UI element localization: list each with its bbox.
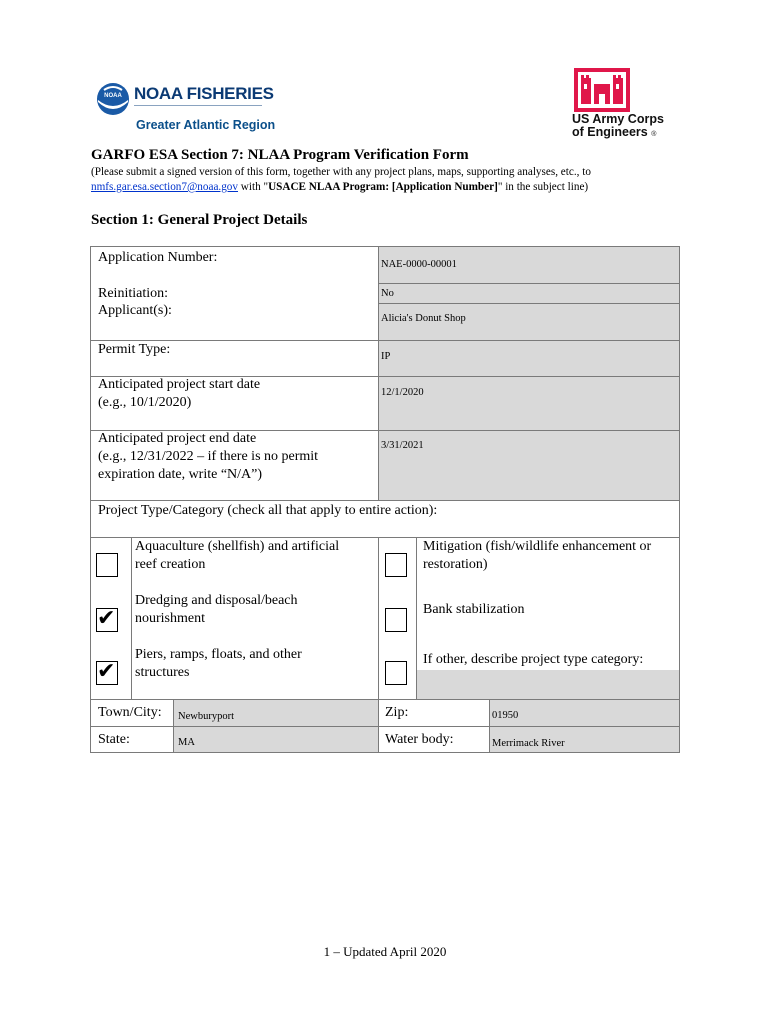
option-aquaculture-line1: Aquaculture (shellfish) and artificial (135, 539, 340, 554)
checkbox-piers[interactable] (96, 661, 118, 685)
state-value[interactable]: MA (178, 737, 195, 748)
usace-logo (572, 68, 672, 144)
town-value[interactable]: Newburyport (178, 711, 234, 722)
checkmark-icon: ✔ (97, 606, 116, 631)
start-date-label-line1: Anticipated project start date (98, 377, 261, 392)
end-date-label-line2: (e.g., 12/31/2022 – if there is no permit (98, 449, 319, 464)
zip-label: Zip: (385, 705, 409, 720)
zip-value[interactable]: 01950 (492, 710, 519, 721)
option-dredging-line2: nourishment (135, 611, 205, 626)
option-mitigation-line1: Mitigation (fish/wildlife enhancement or (423, 539, 652, 554)
application-number-value[interactable]: NAE-0000-00001 (381, 259, 457, 270)
project-details-table (90, 246, 680, 753)
end-date-label-line3: expiration date, write “N/A”) (98, 467, 263, 482)
usace-name (572, 113, 664, 141)
usace-line1: US Army Corps (572, 112, 664, 126)
applicants-value[interactable]: Alicia's Donut Shop (381, 313, 466, 324)
option-piers-label (135, 646, 302, 682)
note-line2 (91, 180, 591, 195)
application-number-label: Application Number: (98, 250, 218, 265)
option-mitigation-line2: restoration) (423, 557, 488, 572)
end-date-value[interactable]: 3/31/2021 (381, 440, 424, 451)
end-date-label (98, 430, 318, 484)
registered-mark: ® (651, 131, 657, 138)
start-date-value[interactable]: 12/1/2020 (381, 387, 424, 398)
permit-type-label: Permit Type: (98, 342, 171, 357)
other-description-field[interactable] (417, 670, 679, 699)
water-body-label: Water body: (385, 732, 454, 747)
page-footer: 1 – Updated April 2020 (323, 944, 447, 959)
note-line1: (Please submit a signed version of this form, together with any project plans, maps, supporting analyses, etc., to (91, 166, 591, 178)
state-label: State: (98, 732, 130, 747)
note-end: " in the subject line) (497, 181, 589, 193)
start-date-label-line2: (e.g., 10/1/2020) (98, 395, 192, 410)
water-body-value[interactable]: Merrimack River (492, 738, 565, 749)
checkbox-dredging[interactable] (96, 608, 118, 632)
permit-type-value[interactable]: IP (381, 351, 391, 362)
option-piers-line1: Piers, ramps, floats, and other (135, 647, 302, 662)
option-aquaculture-line2: reef creation (135, 557, 206, 572)
checkbox-aquaculture[interactable] (96, 553, 118, 577)
usace-line2-wrap (572, 126, 664, 141)
option-dredging-line1: Dredging and disposal/beach (135, 593, 298, 608)
checkbox-other[interactable] (385, 661, 407, 685)
noaa-emblem-icon (96, 82, 130, 116)
option-mitigation-label (423, 538, 651, 574)
note-subject: USACE NLAA Program: [Application Number] (268, 181, 498, 193)
noaa-fisheries-logo (96, 80, 276, 136)
castle-icon (574, 68, 630, 112)
option-bank-stabilization-label: Bank stabilization (423, 602, 525, 617)
town-label: Town/City: (98, 705, 162, 720)
option-piers-line2: structures (135, 665, 190, 680)
start-date-label (98, 376, 260, 412)
noaa-wordmark: NOAA FISHERIES (134, 84, 274, 103)
noaa-emblem-text: NOAA (104, 93, 122, 99)
section-heading: Section 1: General Project Details (91, 212, 308, 228)
email-link[interactable]: nmfs.gar.esa.section7@noaa.gov (91, 181, 238, 193)
submission-note (91, 165, 591, 195)
checkbox-bank-stabilization[interactable] (385, 608, 407, 632)
option-dredging-label (135, 592, 298, 628)
form-title: GARFO ESA Section 7: NLAA Program Verification Form (91, 147, 469, 163)
reinitiation-value[interactable]: No (381, 288, 394, 299)
end-date-label-line1: Anticipated project end date (98, 431, 257, 446)
project-type-heading: Project Type/Category (check all that apply to entire action): (98, 503, 438, 518)
checkbox-mitigation[interactable] (385, 553, 407, 577)
option-other-label: If other, describe project type category: (423, 652, 644, 667)
noaa-tagline-rule (134, 105, 262, 106)
note-mid: with " (238, 181, 269, 193)
reinitiation-label: Reinitiation: (98, 286, 168, 301)
applicants-label: Applicant(s): (98, 303, 172, 318)
noaa-region-label: Greater Atlantic Region (136, 118, 276, 132)
usace-line2: of Engineers (572, 125, 648, 139)
option-aquaculture-label (135, 538, 339, 574)
checkmark-icon: ✔ (97, 659, 116, 684)
